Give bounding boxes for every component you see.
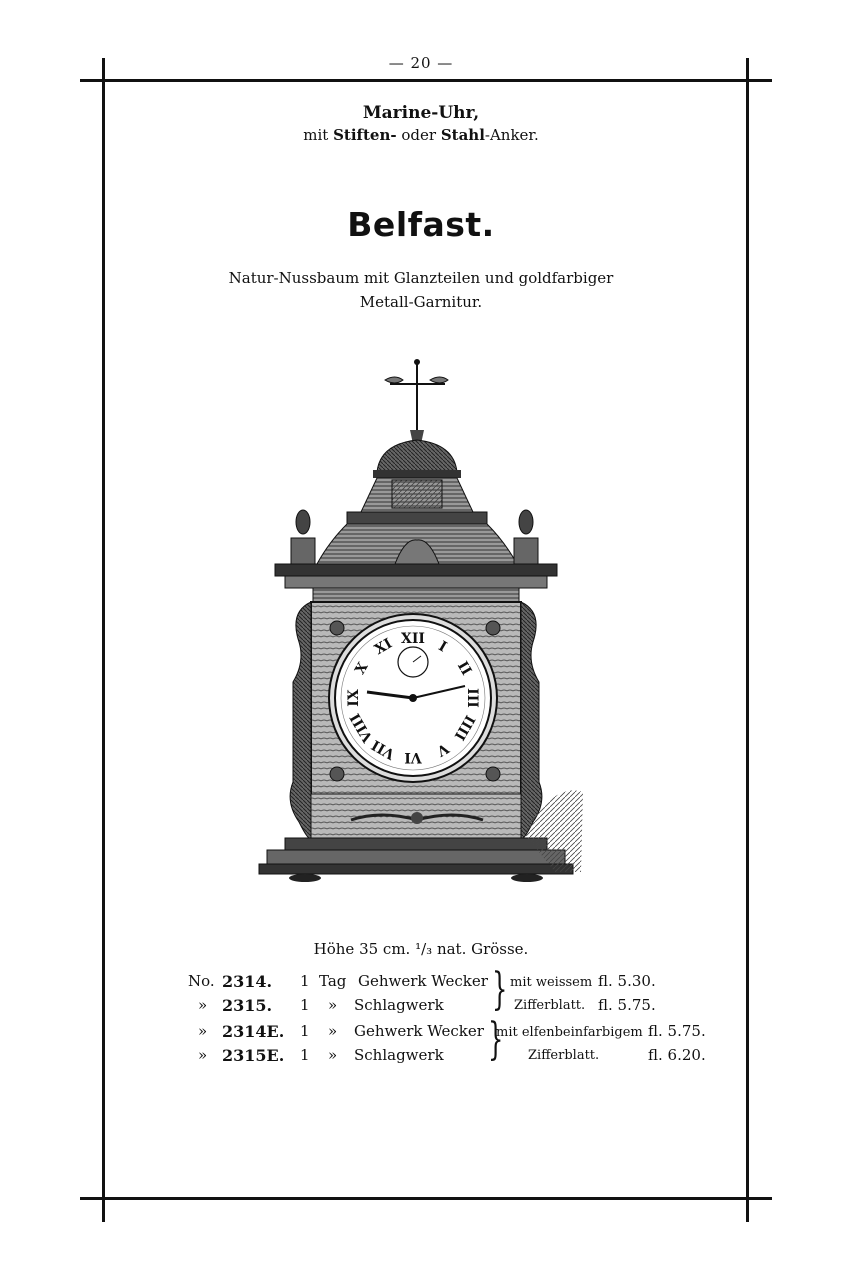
row-price: fl. 6.20.	[648, 1046, 706, 1064]
dial-numeral: II	[453, 658, 475, 679]
dial-numeral: VIII	[347, 710, 377, 745]
row-price: fl. 5.30.	[598, 972, 656, 990]
dial-numeral: III	[464, 688, 480, 708]
header-subtitle: mit Stiften- oder Stahl-Anker.	[303, 126, 539, 144]
row-tag: »	[328, 996, 338, 1014]
row-days: 1	[300, 996, 310, 1014]
clock-illustration	[255, 352, 595, 892]
row-prefix: »	[198, 1022, 208, 1040]
row-number: 2314E.	[222, 1022, 285, 1041]
left-finial	[291, 510, 315, 564]
group2-note-line1: mit elfenbeinfarbigem	[496, 1025, 643, 1040]
row-days: 1	[300, 972, 310, 990]
dial-numeral: X	[352, 659, 372, 678]
brace-group-1: }	[492, 964, 508, 1015]
header-title: Marine-Uhr,	[362, 103, 480, 123]
description-line-2: Metall-Garnitur.	[359, 293, 483, 311]
row-price: fl. 5.75.	[598, 996, 656, 1014]
weathervane	[385, 359, 448, 444]
row-tag: »	[328, 1046, 338, 1064]
row-days: 1	[300, 1046, 310, 1064]
top-rule	[80, 79, 772, 82]
brace-group-2: }	[488, 1014, 504, 1065]
dial-numeral: XII	[401, 631, 425, 647]
dial-numeral: V	[433, 739, 452, 759]
clock-dial	[329, 614, 497, 782]
row-days: 1	[300, 1022, 310, 1040]
row-movement: Schlagwerk	[354, 1046, 444, 1064]
group2-note-line2: Zifferblatt.	[528, 1048, 600, 1063]
dial-numeral: VII	[369, 736, 398, 763]
row-number: 2315E.	[222, 1046, 285, 1065]
bottom-rule	[80, 1197, 772, 1200]
row-movement: Schlagwerk	[354, 996, 444, 1014]
row-tag: Tag	[319, 972, 347, 990]
group1-note-line1: mit weissem	[510, 975, 593, 990]
dial-numeral: VI	[404, 749, 422, 765]
group1-note-line2: Zifferblatt.	[514, 998, 586, 1013]
row-movement: Gehwerk Wecker	[354, 1022, 484, 1040]
row-tag: »	[328, 1022, 338, 1040]
model-name: Belfast.	[347, 205, 495, 244]
row-number: 2315.	[222, 996, 273, 1015]
size-note: Höhe 35 cm. ¹/₃ nat. Grösse.	[313, 940, 529, 958]
dial-numeral: IIII	[450, 712, 478, 743]
row-prefix: No.	[188, 972, 215, 990]
dial-numeral: XI	[371, 635, 396, 659]
description	[0, 266, 842, 314]
dial-numeral: I	[435, 638, 450, 656]
row-prefix: »	[198, 1046, 208, 1064]
row-price: fl. 5.75.	[648, 1022, 706, 1040]
page-number: — 20 —	[388, 54, 454, 72]
right-finial	[514, 510, 538, 564]
description-line-1: Natur-Nussbaum mit Glanzteilen und goldfarbiger	[228, 269, 614, 287]
row-number: 2314.	[222, 972, 273, 991]
row-movement: Gehwerk Wecker	[358, 972, 488, 990]
dial-numeral: IX	[346, 689, 362, 707]
row-prefix: »	[198, 996, 208, 1014]
